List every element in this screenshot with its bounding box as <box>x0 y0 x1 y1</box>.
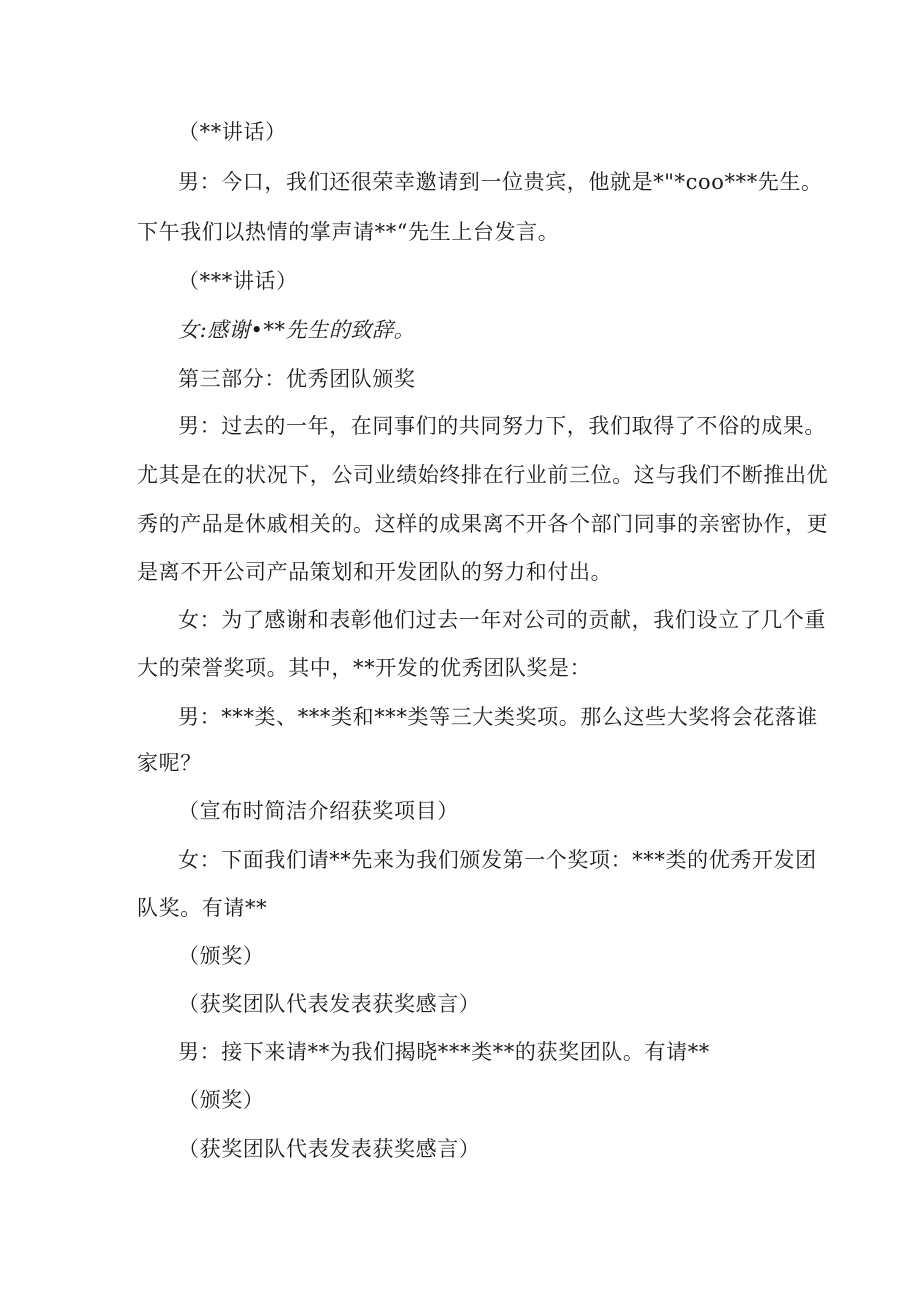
paragraph-female-thanks: 女:感谢•**先生的致辞。 <box>178 318 416 342</box>
paragraph-female-first-award: 女：下面我们请**先来为我们颁发第一个奖项：***类的优秀开发团 <box>178 848 817 872</box>
paragraph-male-results-cont-2: 秀的产品是休戚相关的。这样的成果离不开各个部门同事的亲密协作，更 <box>137 512 829 536</box>
paragraph-female-awards-cont: 大的荣誉奖项。其中，**开发的优秀团队奖是： <box>137 656 592 680</box>
stage-note-speech-2: （获奖团队代表发表获奖感言） <box>178 1137 481 1161</box>
paragraph-speech-note-1: （**讲话） <box>178 120 287 144</box>
paragraph-male-guest-intro-cont: 下午我们以热情的掌声请**“先生上台发言。 <box>137 220 560 244</box>
paragraph-male-categories: 男：***类、***类和***类等三大类奖项。那么这些大奖将会花落谁 <box>178 705 818 729</box>
paragraph-male-results-cont-1: 尤其是在的状况下，公司业绩始终排在行业前三位。这与我们不断推出优 <box>137 463 829 487</box>
paragraph-speech-note-2: （***讲话） <box>178 269 298 293</box>
stage-note-announce: （宣布时简洁介绍获奖项目） <box>178 799 459 823</box>
section-heading-part-three: 第三部分：优秀团队颁奖 <box>178 367 416 391</box>
stage-note-award-2: （颁奖） <box>178 1088 265 1112</box>
stage-note-award-1: （颁奖） <box>178 944 265 968</box>
paragraph-female-first-award-cont: 队奖。有请** <box>137 896 268 920</box>
paragraph-male-results: 男：过去的一年，在同事们的共同努力下，我们取得了不俗的成果。 <box>178 414 826 438</box>
paragraph-male-second-award: 男：接下来请**为我们揭晓***类**的获奖团队。有请** <box>178 1040 710 1064</box>
paragraph-male-categories-cont: 家呢？ <box>137 751 202 775</box>
paragraph-male-guest-intro: 男：今口，我们还很荣幸邀请到一位贵宾，他就是*"*coo***先生。 <box>178 170 823 194</box>
paragraph-male-results-cont-3: 是离不开公司产品策划和开发团队的努力和付出。 <box>137 560 613 584</box>
stage-note-speech-1: （获奖团队代表发表获奖感言） <box>178 992 481 1016</box>
paragraph-female-awards: 女：为了感谢和表彰他们过去一年对公司的贡献，我们设立了几个重 <box>178 608 826 632</box>
